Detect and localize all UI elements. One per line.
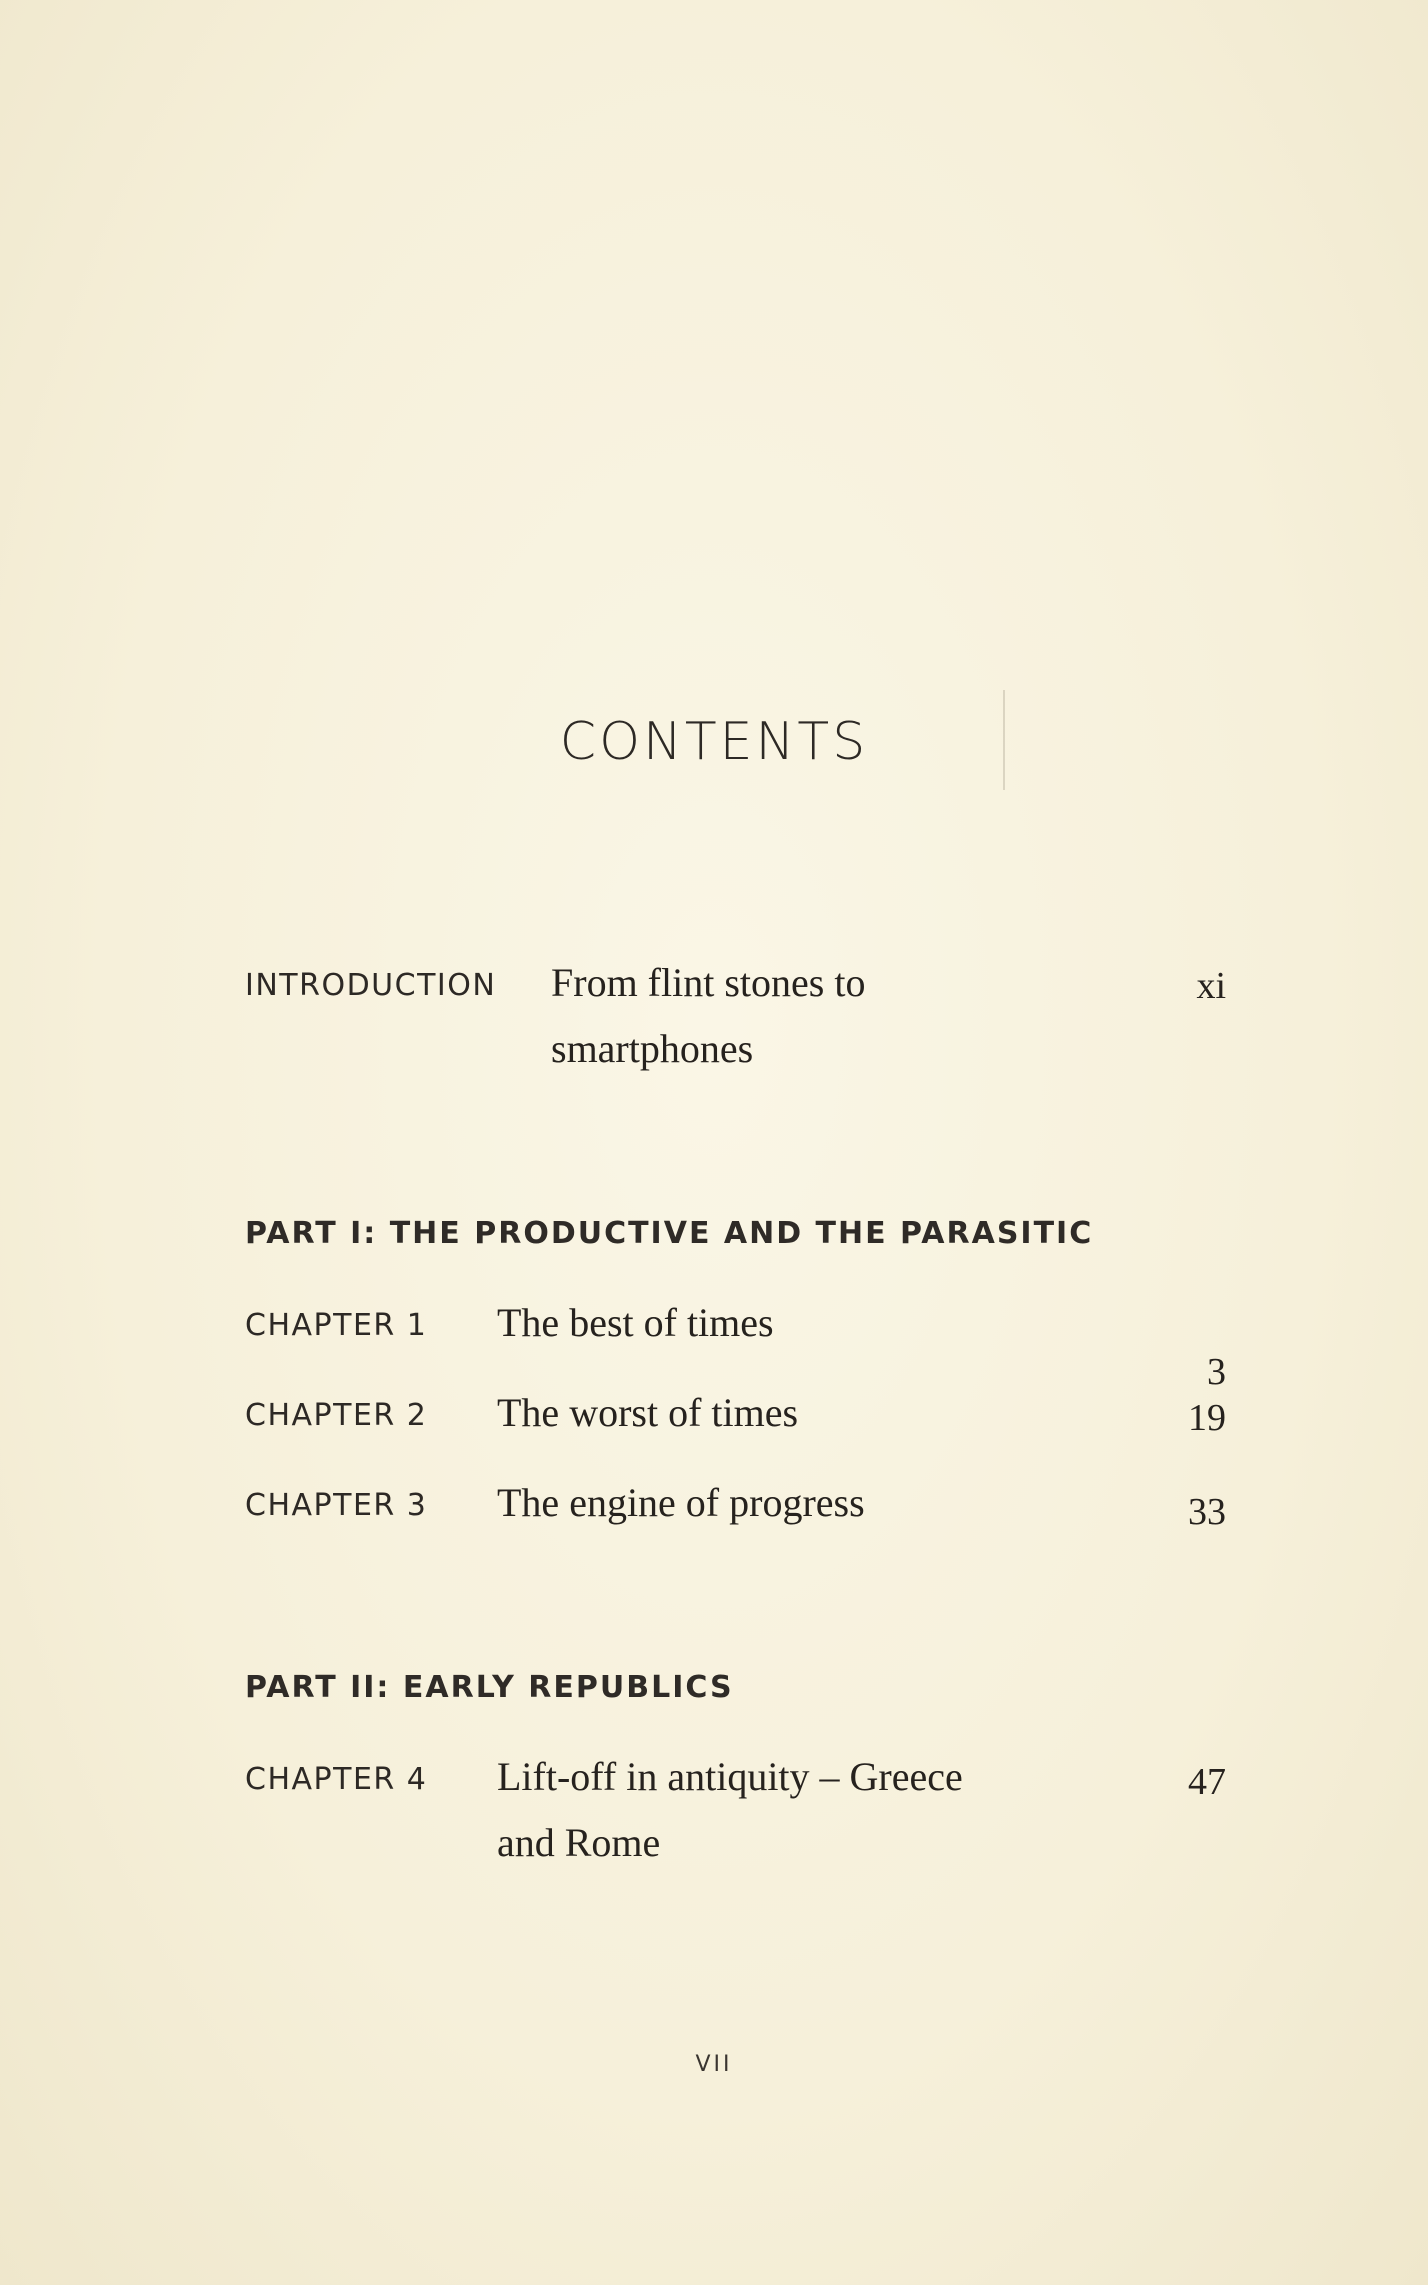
introduction-title-line1: From flint stones to [551, 960, 866, 1005]
chapter-title: The best of times [497, 1300, 774, 1345]
chapter-page-number: 47 [1188, 1761, 1226, 1803]
page-folio: VII [695, 2052, 733, 2077]
chapter-page-number: 33 [1188, 1491, 1226, 1533]
part-heading: PART I: THE PRODUCTIVE AND THE PARASITIC [245, 1216, 1094, 1251]
chapter-label: CHAPTER 3 [245, 1488, 428, 1523]
chapter-title-line1: Lift-off in antiquity – Greece [497, 1754, 963, 1799]
introduction-title-line2: smartphones [551, 1026, 754, 1071]
chapter-label: CHAPTER 1 [245, 1308, 428, 1343]
chapter-page-number: 19 [1188, 1397, 1226, 1439]
chapter-label: CHAPTER 4 [245, 1762, 428, 1797]
chapter-title-line2: and Rome [497, 1820, 661, 1865]
introduction-label: INTRODUCTION [245, 968, 497, 1003]
chapter-title: The engine of progress [497, 1480, 865, 1525]
chapter-page-number: 3 [1207, 1351, 1226, 1393]
chapter-label: CHAPTER 2 [245, 1398, 428, 1433]
page-title: CONTENTS [559, 712, 869, 772]
chapter-title: The worst of times [497, 1390, 799, 1435]
part-heading: PART II: EARLY REPUBLICS [245, 1670, 734, 1705]
introduction-page-number: xi [1196, 965, 1226, 1007]
